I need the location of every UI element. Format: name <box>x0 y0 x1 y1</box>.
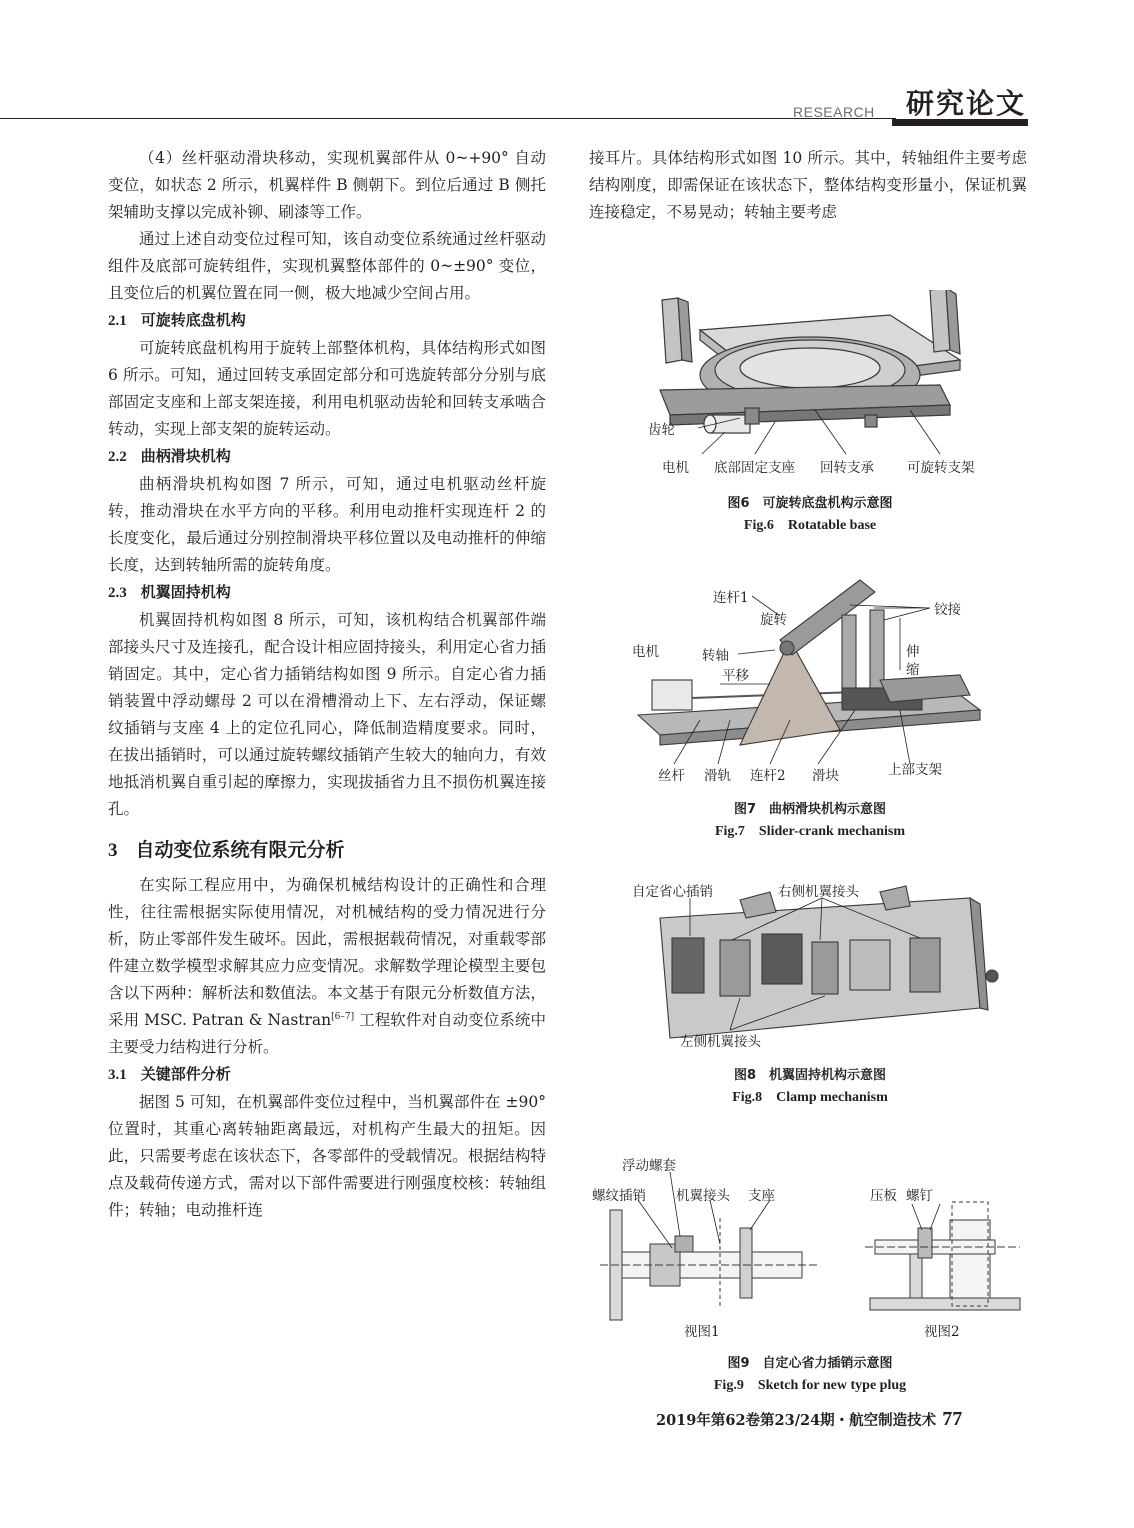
clamp-mechanism-drawing <box>580 878 1040 1058</box>
label-upper-frame: 上部支架 <box>888 762 942 778</box>
section-heading-2-1: 2.1 可旋转底盘机构 <box>108 311 246 329</box>
right-column <box>589 145 1027 226</box>
label-base: 底部固定支座 <box>714 460 795 476</box>
header-rule <box>0 118 896 119</box>
slider-crank-drawing <box>580 570 1040 770</box>
page-footer <box>656 1408 962 1431</box>
figure-7-caption-en: Fig.7 Slider-crank mechanism <box>714 824 906 839</box>
label-screw: 螺钉 <box>906 1188 933 1204</box>
section-heading-3-1: 3.1 关键部件分析 <box>108 1065 231 1083</box>
label-seat: 支座 <box>748 1188 775 1204</box>
label-floating-nut: 浮动螺套 <box>622 1158 676 1174</box>
label-view1: 视图1 <box>684 1324 720 1340</box>
paragraph: 据图 5 可知，在机翼部件变位过程中，当机翼部件在 ±90° 位置时，其重心离转轴距离最远，对机构产生最大的扭矩。因此，只需要考虑在该状态下，各零部件的受载情况。根据结构特点及载荷传递方式，需对以下部件需要进行刚强度校核：转轴组件；转轴；电动推杆连 <box>108 1093 546 1219</box>
label-link2: 连杆2 <box>750 768 786 784</box>
paragraph: （4）丝杆驱动滑块移动，实现机翼部件从 0~+90° 自动变位，如状态 2 所示，机翼样件 B 侧朝下。到位后通过 B 侧托架辅助支撑以完成补铆、刷漆等工作。 <box>108 149 546 221</box>
section-heading-2-2: 2.2 曲柄滑块机构 <box>108 447 231 465</box>
label-hinge: 铰接 <box>934 602 961 618</box>
figure-8-caption-cn: 图8 机翼固持机构示意图 <box>733 1068 887 1083</box>
journal-info: 2019年第62卷第23/24期・航空制造技术 <box>656 1412 937 1429</box>
figure-6-caption-cn: 图6 可旋转底盘机构示意图 <box>727 496 893 511</box>
figure-7 <box>580 570 1040 840</box>
label-left-joint: 左侧机翼接头 <box>680 1034 761 1050</box>
label-frame: 可旋转支架 <box>907 460 975 476</box>
label-rail: 滑轨 <box>704 768 731 784</box>
figure-8 <box>580 878 1040 1114</box>
paragraph: 接耳片。具体结构形式如图 10 所示。其中，转轴组件主要考虑结构刚度，即需保证在该状态下，整体结构变形量小，保证机翼连接稳定，不易晃动；转轴主要考虑 <box>589 149 1027 221</box>
figure-9-caption-cn: 图9 自定心省力插销示意图 <box>727 1356 893 1371</box>
label-pin: 自定省心插销 <box>632 884 713 900</box>
paragraph: 机翼固持机构如图 8 所示，可知，该机构结合机翼部件端部接头尺寸及连接孔，配合设计相应固持接头，利用定心省力插销固定。其中，定心省力插销结构如图 9 所示。自定心省力插销装置中浮动螺母 2 可以在滑槽滑动上下、左右浮动，保证螺纹插销与支座 4 上的定位孔同心，降低制造精度要求。同时，在拔出插销时，可以通过旋转螺纹插销产生较大的轴向力，有效地抵消机翼自重引起的摩擦力，实现拔插省力且不损伤机翼连接孔。 <box>108 611 546 818</box>
figure-8-caption-en: Fig.8 Clamp mechanism <box>732 1090 888 1105</box>
label-retract: 缩 <box>906 662 920 678</box>
paragraph: 可旋转底盘机构用于旋转上部整体机构，具体结构形式如图 6 所示。可知，通过回转支承固定部分和可选旋转部分分别与底部固定支座和上部支架连接，利用电机驱动齿轮和回转支承啮合转动，实现上部支架的旋转运动。 <box>108 339 546 438</box>
label-rotate: 旋转 <box>760 612 787 628</box>
label-wing-joint: 机翼接头 <box>676 1188 730 1204</box>
label-translate: 平移 <box>722 668 749 684</box>
header-research-label: RESEARCH <box>793 104 875 120</box>
header-column-title: 研究论文 <box>906 87 1027 120</box>
label-extend: 伸 <box>906 644 920 660</box>
paragraph: 在实际工程应用中，为确保机械结构设计的正确性和合理性，往往需根据实际使用情况，对机械结构的受力情况进行分析，防止零部件发生破坏。因此，需根据载荷情况，对重载零部件建立数学模型求解其应力应变情况。求解数学理论模型主要包含以下两种：解析法和数值法。本文基于有限元分析数值方法，采用 MSC. Patran & Nastran[6–7] 工程软件对自动变位系统中主要受力结构进行分析。 <box>108 876 546 1056</box>
label-motor: 电机 <box>662 460 689 476</box>
label-view2: 视图2 <box>924 1324 960 1340</box>
paragraph: 曲柄滑块机构如图 7 所示，可知，通过电机驱动丝杆旋转，推动滑块在水平方向的平移。利用电动推杆实现连杆 2 的长度变化，最后通过分别控制滑块平移位置以及电动推杆的伸缩长度，达到转轴所需的旋转角度。 <box>108 475 546 574</box>
figure-6 <box>580 290 1040 540</box>
citation: [6–7] <box>331 1011 355 1022</box>
page-number: 77 <box>942 1408 963 1430</box>
label-slider: 滑块 <box>812 768 839 784</box>
left-column <box>108 145 546 1224</box>
label-plate: 压板 <box>870 1188 897 1204</box>
label-right-joint: 右侧机翼接头 <box>778 884 859 900</box>
figure-9 <box>580 1148 1040 1398</box>
label-bearing: 回转支承 <box>820 460 874 476</box>
label-gear: 齿轮 <box>648 422 675 438</box>
section-heading-2-3: 2.3 机翼固持机构 <box>108 583 231 601</box>
label-threaded-pin: 螺纹插销 <box>592 1188 646 1204</box>
figure-6-caption-en: Fig.6 Rotatable base <box>743 518 877 533</box>
paragraph: 通过上述自动变位过程可知，该自动变位系统通过丝杆驱动组件及底部可旋转组件，实现机翼整体部件的 0~±90° 变位，且变位后的机翼位置在同一侧，极大地减少空间占用。 <box>108 230 546 302</box>
figure-9-caption-en: Fig.9 Sketch for new type plug <box>713 1378 907 1393</box>
section-heading-3: 3 自动变位系统有限元分析 <box>108 839 345 861</box>
label-screw: 丝杆 <box>658 768 685 784</box>
label-shaft: 转轴 <box>702 648 729 664</box>
label-link1: 连杆1 <box>713 590 749 606</box>
figure-7-caption-cn: 图7 曲柄滑块机构示意图 <box>733 802 887 817</box>
plug-sketch-drawing <box>580 1148 1040 1338</box>
label-motor: 电机 <box>632 644 659 660</box>
